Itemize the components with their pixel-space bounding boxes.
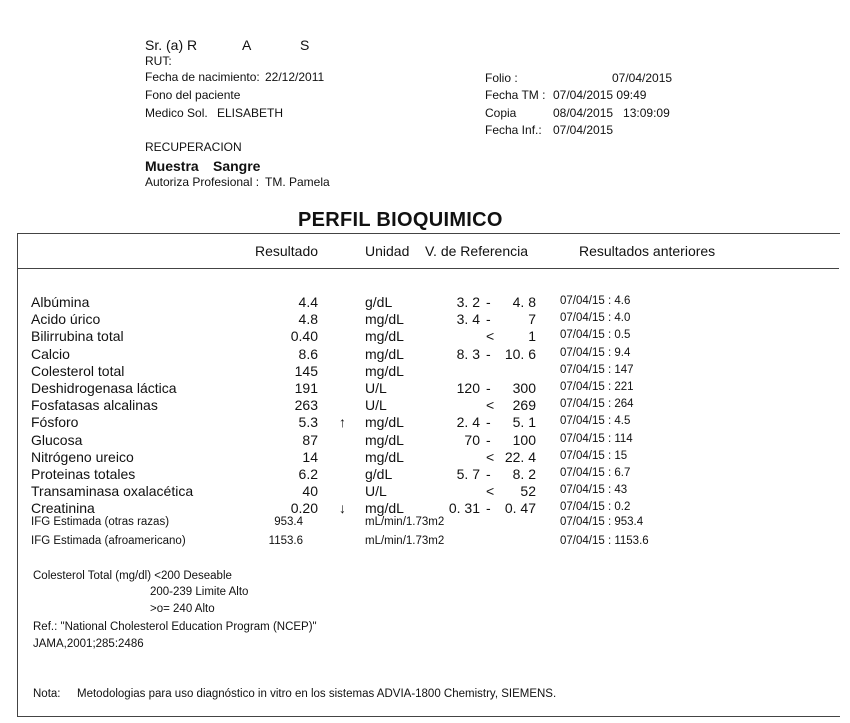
birth-label: Fecha de nacimiento:	[145, 70, 260, 84]
patient-name-third: S	[300, 37, 310, 53]
unit-value: U/L	[365, 397, 387, 414]
unit-value: mg/dL	[365, 431, 404, 448]
unit-value: mg/dL	[365, 362, 404, 379]
reference-high: 22. 4	[504, 448, 536, 465]
phone-label: Fono del paciente	[145, 88, 241, 102]
result-value: 4.8	[298, 311, 318, 328]
unit-value: mg/dL	[365, 311, 404, 328]
reference-separator: -	[486, 414, 491, 431]
previous-result: 07/04/15 : 4.6	[560, 295, 631, 307]
analyte-name: Deshidrogenasa láctica	[31, 380, 177, 396]
reference-low: 3. 2	[456, 294, 480, 310]
analyte-name: Creatinina	[31, 500, 95, 517]
flag-icon: ↑	[339, 414, 346, 431]
unit-value: mg/dL	[365, 500, 404, 517]
reference-high: 269	[512, 397, 536, 414]
analyte-name: Acido úrico	[31, 311, 101, 328]
nota-label: Nota:	[33, 688, 61, 700]
table-row	[0, 483, 850, 500]
result-value: 14	[302, 448, 318, 465]
previous-result: 07/04/15 : 43	[560, 484, 628, 497]
table-row	[0, 294, 850, 311]
reference-separator: <	[486, 448, 495, 465]
reference-high: 7	[528, 311, 536, 328]
previous-result: 07/04/15 : 0.5	[560, 329, 631, 342]
page-title: PERFIL BIOQUIMICO	[298, 209, 503, 231]
result-value: 6.2	[298, 466, 318, 482]
analyte-name: Nitrógeno ureico	[31, 448, 134, 465]
unit-value: U/L	[365, 380, 387, 396]
ifg-unit: mL/min/1.73m2	[365, 516, 445, 528]
reference-separator: -	[486, 294, 491, 310]
reference-high: 52	[520, 483, 536, 500]
birth-value: 22/12/2011	[265, 70, 325, 84]
reference-separator: -	[486, 380, 491, 396]
analyte-name: Fósforo	[31, 414, 79, 431]
reference-high: 5. 1	[512, 414, 536, 431]
column-header-resultado: Resultado	[255, 243, 319, 259]
previous-result: 07/04/15 : 953.4	[560, 516, 644, 528]
analyte-name: Albúmina	[31, 294, 90, 310]
reference-separator: -	[486, 311, 491, 328]
analyte-name: Colesterol total	[31, 362, 125, 379]
result-value: 145	[294, 362, 318, 379]
result-value: 0.20	[290, 500, 318, 517]
autoriza-label: Autoriza Profesional :	[145, 175, 260, 189]
previous-result: 07/04/15 : 1153.6	[560, 535, 649, 547]
muestra-value: Sangre	[213, 158, 261, 174]
reference-high: 1	[528, 328, 536, 345]
result-value: 5.3	[298, 414, 318, 431]
table-row	[0, 346, 850, 363]
table-row	[0, 500, 850, 517]
ifg-value: 1153.6	[268, 535, 303, 547]
fecha-tm-value: 07/04/2015 09:49	[553, 88, 647, 102]
recuperacion-label: RECUPERACION	[145, 140, 242, 154]
muestra-label: Muestra	[145, 158, 199, 174]
cholesterol-note-line-2: 200-239 Limite Alto	[150, 586, 249, 598]
ifg-name: IFG Estimada (afroamericano)	[31, 535, 186, 547]
patient-name-first: R	[187, 37, 198, 53]
fecha-inf-label: Fecha Inf.:	[485, 123, 542, 137]
patient-label: Sr. (a)	[145, 37, 184, 53]
previous-result: 07/04/15 : 264	[560, 398, 634, 411]
unit-value: g/dL	[365, 294, 393, 310]
header-divider	[17, 268, 839, 269]
previous-result: 07/04/15 : 6.7	[560, 467, 631, 479]
autoriza-value: TM. Pamela	[265, 175, 330, 189]
reference-low: 3. 4	[456, 311, 480, 328]
ifg-value: 953.4	[274, 516, 303, 528]
reference-note: Ref.: "National Cholesterol Education Program (NCEP)"	[33, 621, 317, 633]
folio-value: 07/04/2015	[612, 71, 673, 85]
table-row	[0, 328, 850, 345]
previous-result: 07/04/15 : 147	[560, 363, 634, 376]
unit-value: mg/dL	[365, 414, 404, 431]
result-value: 8.6	[298, 345, 318, 362]
reference-separator: -	[486, 466, 491, 482]
unit-value: mg/dL	[365, 448, 404, 465]
analyte-name: Glucosa	[31, 431, 83, 448]
reference-high: 10. 6	[504, 345, 536, 362]
result-value: 0.40	[290, 328, 318, 345]
reference-low: 70	[464, 431, 480, 448]
table-row	[0, 535, 850, 552]
copia-label: Copia	[485, 106, 517, 120]
doctor-label: Medico Sol.	[145, 106, 208, 120]
patient-name-second: A	[242, 37, 252, 53]
reference-low: 5. 7	[456, 466, 480, 482]
table-row	[0, 449, 850, 466]
result-value: 87	[302, 431, 318, 448]
table-row	[0, 432, 850, 449]
unit-value: mg/dL	[365, 328, 404, 345]
previous-result: 07/04/15 : 114	[560, 432, 633, 445]
result-value: 191	[294, 380, 318, 396]
previous-result: 07/04/15 : 15	[560, 449, 628, 462]
reference-high: 300	[512, 380, 536, 396]
reference-separator: -	[486, 500, 491, 517]
reference-low: 8. 3	[456, 345, 480, 362]
column-header-referencia: V. de Referencia	[425, 243, 528, 259]
analyte-name: Calcio	[31, 345, 70, 362]
fecha-tm-label: Fecha TM :	[485, 88, 546, 102]
reference-low: 0. 31	[448, 500, 480, 517]
reference-separator: -	[486, 431, 491, 448]
cholesterol-note-line-1: Colesterol Total (mg/dl) <200 Deseable	[33, 570, 232, 582]
table-row	[0, 311, 850, 328]
column-header-unidad: Unidad	[365, 243, 410, 259]
analyte-name: Proteinas totales	[31, 466, 136, 482]
reference-high: 0. 47	[504, 500, 536, 517]
previous-result: 07/04/15 : 4.0	[560, 312, 631, 325]
table-row	[0, 380, 850, 397]
result-value: 40	[302, 483, 318, 500]
reference-low: 2. 4	[456, 414, 480, 431]
reference-low: 120	[456, 380, 480, 396]
previous-result: 07/04/15 : 0.2	[560, 501, 631, 514]
analyte-name: Transaminasa oxalacética	[31, 483, 194, 500]
reference-separator: <	[486, 397, 495, 414]
previous-result: 07/04/15 : 221	[560, 381, 634, 393]
rut-label: RUT:	[145, 54, 172, 68]
table-row	[0, 363, 850, 380]
unit-value: U/L	[365, 483, 387, 500]
reference-separator: <	[486, 328, 495, 345]
previous-result: 07/04/15 : 4.5	[560, 415, 631, 428]
reference-high: 8. 2	[512, 466, 536, 482]
ifg-name: IFG Estimada (otras razas)	[31, 516, 170, 528]
cholesterol-note-line-3: >o= 240 Alto	[150, 603, 215, 615]
reference-separator: -	[486, 345, 491, 362]
jama-note: JAMA,2001;285:2486	[33, 638, 144, 650]
table-row	[0, 466, 850, 483]
reference-separator: <	[486, 483, 495, 500]
result-value: 263	[294, 397, 318, 414]
table-row	[0, 414, 850, 431]
table-row	[0, 397, 850, 414]
ifg-unit: mL/min/1.73m2	[365, 535, 445, 547]
analyte-name: Bilirrubina total	[31, 328, 124, 345]
unit-value: g/dL	[365, 466, 393, 482]
fecha-inf-value: 07/04/2015	[553, 123, 614, 137]
flag-icon: ↓	[339, 500, 346, 517]
nota-text: Metodologias para uso diagnóstico in vitro en los sistemas ADVIA-1800 Chemistry, SIEMENS.	[77, 688, 557, 700]
unit-value: mg/dL	[365, 345, 404, 362]
column-header-anteriores: Resultados anteriores	[579, 243, 716, 259]
table-row	[0, 516, 850, 533]
result-value: 4.4	[298, 294, 318, 310]
reference-high: 100	[512, 431, 536, 448]
doctor-value: ELISABETH	[217, 106, 284, 120]
previous-result: 07/04/15 : 9.4	[560, 346, 631, 359]
folio-label: Folio :	[485, 71, 518, 85]
reference-high: 4. 8	[512, 294, 536, 310]
copia-value: 08/04/2015 13:09:09	[553, 106, 670, 120]
analyte-name: Fosfatasas alcalinas	[31, 397, 158, 414]
